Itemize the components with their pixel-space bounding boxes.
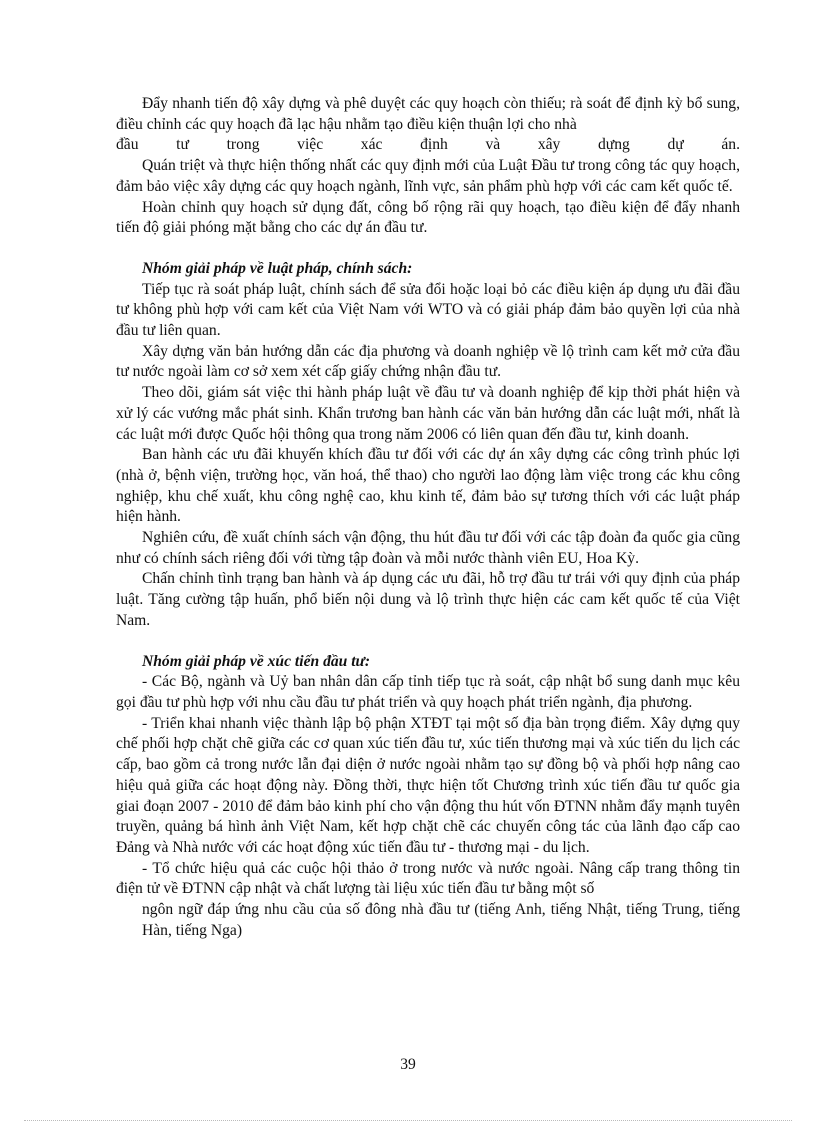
document-body <box>116 94 740 941</box>
paragraph-investment-law: Quán triệt và thực hiện thống nhất các quy định mới của Luật Đầu tư trong công tác quy hoạch, đảm bảo việc xây dựng các quy hoạch ngành, lĩnh vực, sản phẩm phù hợp với các cam kết quốc tế. <box>116 157 740 195</box>
page-number: 39 <box>400 1056 416 1073</box>
paragraph-law-1: Tiếp tục rà soát pháp luật, chính sách để sửa đổi hoặc loại bỏ các điều kiện áp dụng ưu đãi đầu tư không phù hợp với cam kết của Việt Nam với WTO và có giải pháp đảm bảo quyền lợi của nhà đầu tư liên quan. <box>116 280 740 340</box>
page-bottom-divider <box>24 1120 792 1121</box>
section-heading-law-policy: Nhóm giải pháp về luật pháp, chính sách: <box>142 259 413 277</box>
section-gap <box>116 239 740 259</box>
paragraph-planning-speedup: Đẩy nhanh tiến độ xây dựng và phê duyệt các quy hoạch còn thiếu; rà soát để định kỳ bổ sung, điều chỉnh các quy hoạch đã lạc hậu nhằm tạo điều kiện thuận lợi cho nhà <box>116 95 740 133</box>
paragraph-law-3: Theo dõi, giám sát việc thi hành pháp luật về đầu tư và doanh nghiệp để kịp thời phát hiện và xử lý các vướng mắc phát sinh. Khẩn trương ban hành các văn bản hướng dẫn các luật mới, nhất là các luật mới được Quốc hội thông qua trong năm 2006 có liên quan đến đầu tư, kinh doanh. <box>116 384 740 443</box>
paragraph-planning-speedup-cont: đầu tư trong việc xác định và xây dựng dự án. <box>116 136 740 154</box>
paragraph-land-use: Hoàn chỉnh quy hoạch sử dụng đất, công bố rộng rãi quy hoạch, tạo điều kiện để đẩy nhanh tiến độ giải phóng mặt bằng cho các dự án đầu tư. <box>116 198 740 237</box>
paragraph-law-5: Nghiên cứu, đề xuất chính sách vận động, thu hút đầu tư đối với các tập đoàn đa quốc gia cũng như có chính sách riêng đối với từng tập đoàn và mỗi nước thành viên EU, Hoa Kỳ. <box>116 529 740 567</box>
paragraph-law-6: Chấn chỉnh tình trạng ban hành và áp dụng các ưu đãi, hỗ trợ đầu tư trái với quy định của pháp luật. Tăng cường tập huấn, phổ biến nội dung và lộ trình thực hiện các cam kết quốc tế của Việt Nam. <box>116 570 740 629</box>
paragraph-promotion-3: - Tổ chức hiệu quả các cuộc hội thảo ở trong nước và nước ngoài. Nâng cấp trang thông tin điện tử về ĐTNN cập nhật và chất lượng tài liệu xúc tiến đầu tư bằng một số <box>116 859 740 898</box>
paragraph-promotion-4: ngôn ngữ đáp ứng nhu cầu của số đông nhà đầu tư (tiếng Anh, tiếng Nhật, tiếng Trung, tiếng Hàn, tiếng Nga) <box>142 901 740 939</box>
section-heading-investment-promotion: Nhóm giải pháp về xúc tiến đầu tư: <box>142 652 371 670</box>
paragraph-promotion-2: - Triển khai nhanh việc thành lập bộ phận XTĐT tại một số địa bàn trọng điểm. Xây dựng quy chế phối hợp chặt chẽ giữa các cơ quan xúc tiến đầu tư, xúc tiến thương mại và xúc tiến du lịch các cấp, bao gồm cả trong nước lẫn đại diện ở nước ngoài nhằm tạo sự đồng bộ và phối hợp nâng cao hiệu quả giữa các hoạt động này. Đồng thời, thực hiện tốt Chương trình xúc tiến đầu tư quốc gia giai đoạn 2007 - 2010 để đảm bảo kinh phí cho vận động thu hút vốn ĐTNN nhằm đẩy mạnh tuyên truyền, quảng bá hình ảnh Việt Nam, kết hợp chặt chẽ các chuyến công tác của lãnh đạo cấp cao Đảng và Nhà nước với các hoạt động xúc tiến đầu tư - thương mại - du lịch. <box>116 714 740 856</box>
section-gap <box>116 632 740 652</box>
paragraph-promotion-1: - Các Bộ, ngành và Uỷ ban nhân dân cấp tỉnh tiếp tục rà soát, cập nhật bổ sung danh mục kêu gọi đầu tư phù hợp với nhu cầu đầu tư phát triển và quy hoạch phát triển ngành, địa phương. <box>116 673 740 711</box>
paragraph-law-2: Xây dựng văn bản hướng dẫn các địa phương và doanh nghiệp về lộ trình cam kết mở cửa đầu tư nước ngoài làm cơ sở xem xét cấp giấy chứng nhận đầu tư. <box>116 342 740 381</box>
paragraph-law-4: Ban hành các ưu đãi khuyến khích đầu tư đối với các dự án xây dựng các công trình phúc lợi (nhà ở, bệnh viện, trường học, văn hoá, thể thao) cho người lao động làm việc trong các khu công nghiệp, khu chế xuất, khu công nghệ cao, khu kinh tế, đảm bảo sự tương thích với các luật pháp hiện hành. <box>116 446 740 526</box>
